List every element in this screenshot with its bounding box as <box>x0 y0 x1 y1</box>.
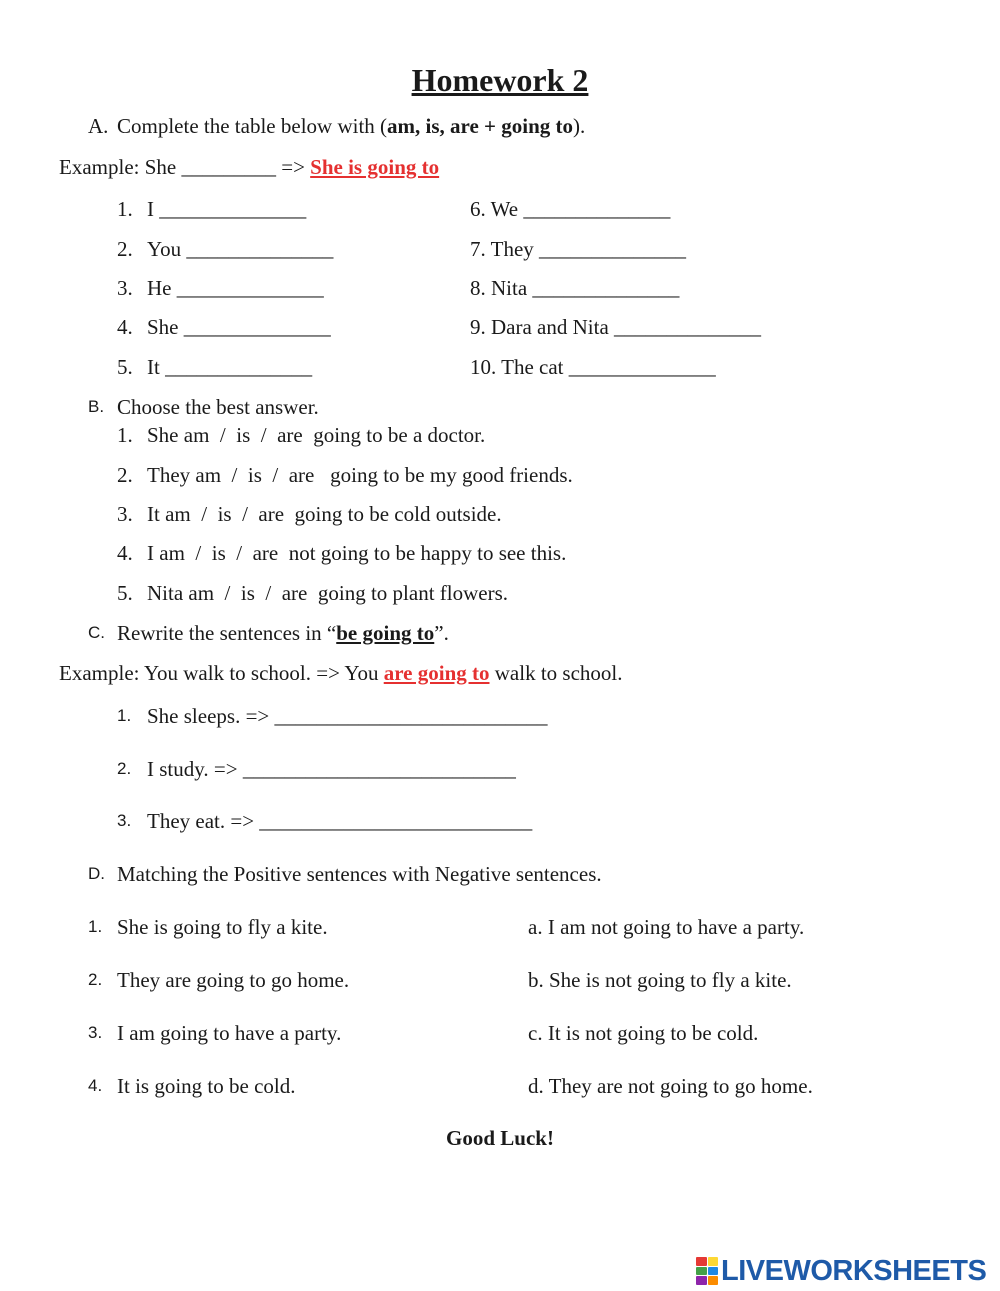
section-c-marker: C. <box>88 623 105 642</box>
list-number: 4. <box>117 315 133 339</box>
positive-sentence-1[interactable]: She is going to fly a kite. <box>117 915 328 939</box>
fill-item-4[interactable]: She ______________ <box>147 315 331 339</box>
section-c-instruction: Rewrite the sentences in “be going to”. <box>117 621 449 645</box>
choice-item-1[interactable]: She am / is / are going to be a doctor. <box>147 423 486 447</box>
section-c-example: Example: You walk to school. => You are going to walk to school. <box>59 661 623 685</box>
choice-item-4[interactable]: I am / is / are not going to be happy to see this. <box>147 541 567 565</box>
rewrite-item-1[interactable]: She sleeps. => __________________________ <box>147 704 548 728</box>
list-number: 3. <box>117 502 133 526</box>
page-title: Homework 2 <box>411 62 589 98</box>
positive-sentence-4[interactable]: It is going to be cold. <box>117 1074 296 1098</box>
list-number: 1. <box>117 423 133 447</box>
liveworksheets-brand[interactable] <box>696 1255 986 1287</box>
list-number: 5. <box>117 355 133 379</box>
section-b-marker: B. <box>88 397 105 416</box>
rewrite-item-2[interactable]: I study. => __________________________ <box>147 757 516 781</box>
choice-item-2[interactable]: They am / is / are going to be my good friends. <box>147 463 573 487</box>
list-number: 2. <box>117 237 133 261</box>
section-a-marker: A. <box>88 114 109 138</box>
liveworksheets-logo-icon <box>696 1257 718 1285</box>
list-number: 5. <box>117 581 133 605</box>
positive-sentence-3[interactable]: I am going to have a party. <box>117 1021 342 1045</box>
choice-item-3[interactable]: It am / is / are going to be cold outside. <box>147 502 502 526</box>
fill-item-6[interactable]: 6. We ______________ <box>470 197 671 221</box>
fill-item-7[interactable]: 7. They ______________ <box>470 237 687 261</box>
example-answer: are going to <box>383 661 490 685</box>
negative-sentence-d[interactable]: d. They are not going to go home. <box>528 1074 813 1098</box>
section-d-marker: D. <box>88 864 105 883</box>
list-number: 1. <box>117 197 133 221</box>
list-number: 1. <box>88 917 103 936</box>
list-number: 2. <box>117 463 133 487</box>
choice-item-5[interactable]: Nita am / is / are going to plant flowers. <box>147 581 509 605</box>
rewrite-item-3[interactable]: They eat. => __________________________ <box>147 809 533 833</box>
example-answer: She is going to <box>310 155 440 179</box>
negative-sentence-b[interactable]: b. She is not going to fly a kite. <box>528 968 792 992</box>
list-number: 4. <box>117 541 133 565</box>
list-number: 3. <box>117 811 132 830</box>
negative-sentence-c[interactable]: c. It is not going to be cold. <box>528 1021 759 1045</box>
list-number: 1. <box>117 706 132 725</box>
brand-name: LIVEWORKSHEETS <box>721 1255 987 1287</box>
list-number: 3. <box>117 276 133 300</box>
fill-item-10[interactable]: 10. The cat ______________ <box>470 355 716 379</box>
fill-item-2[interactable]: You ______________ <box>147 237 334 261</box>
list-number: 2. <box>88 970 103 989</box>
list-number: 3. <box>88 1023 103 1042</box>
section-b-instruction: Choose the best answer. <box>117 395 319 419</box>
fill-item-3[interactable]: He ______________ <box>147 276 324 300</box>
fill-item-1[interactable]: I ______________ <box>147 197 307 221</box>
fill-item-5[interactable]: It ______________ <box>147 355 313 379</box>
fill-item-9[interactable]: 9. Dara and Nita ______________ <box>470 315 762 339</box>
negative-sentence-a[interactable]: a. I am not going to have a party. <box>528 915 805 939</box>
section-d-instruction: Matching the Positive sentences with Negative sentences. <box>117 862 602 886</box>
list-number: 2. <box>117 759 132 778</box>
positive-sentence-2[interactable]: They are going to go home. <box>117 968 350 992</box>
fill-item-8[interactable]: 8. Nita ______________ <box>470 276 680 300</box>
list-number: 4. <box>88 1076 103 1095</box>
section-a-example: Example: She _________ => She is going to <box>59 155 440 179</box>
section-a-instruction: Complete the table below with (am, is, are + going to). <box>117 114 586 138</box>
footer-good-luck: Good Luck! <box>446 1126 554 1150</box>
